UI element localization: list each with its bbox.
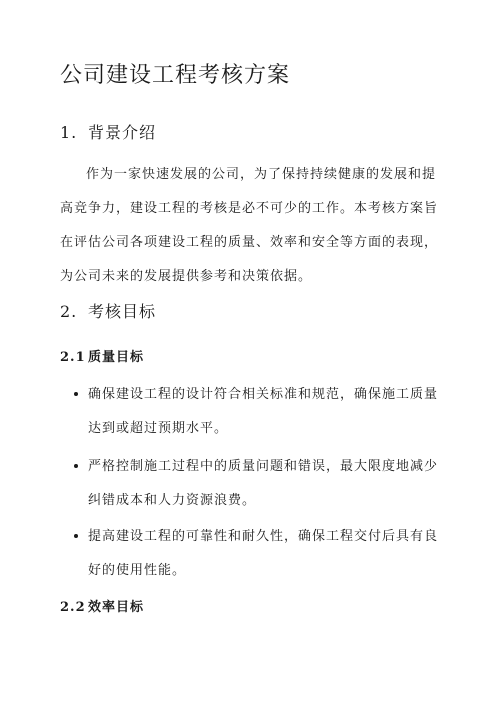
subsection-title: 效率目标 xyxy=(88,600,145,615)
background-paragraph: 作为一家快速发展的公司，为了保持持续健康的发展和提高竞争力，建设工程的考核是必不可少的工作。本考核方案旨在评估公司各项建设工程的质量、效率和安全等方面的表现，为公司未来的发展提供参考和决策依据。 xyxy=(60,167,439,284)
bullet-icon xyxy=(74,464,78,468)
bullet-icon xyxy=(74,392,78,396)
subsection-heading-efficiency xyxy=(60,596,144,615)
document-title: 公司建设工程考核方案 xyxy=(60,63,291,88)
subsection-number: 2.1 xyxy=(60,350,86,365)
list-item xyxy=(74,450,448,518)
subsection-title: 质量目标 xyxy=(88,350,145,365)
list-item-text: 提高建设工程的可靠性和耐久性，确保工程交付后具有良好的使用性能。 xyxy=(88,529,439,578)
section-heading-background xyxy=(60,120,156,143)
section-number: 1. xyxy=(60,123,78,142)
section-title: 考核目标 xyxy=(88,302,157,321)
list-item-text: 严格控制施工过程中的质量问题和错误，最大限度地减少纠错成本和人力资源浪费。 xyxy=(88,459,439,508)
list-item xyxy=(74,378,448,446)
section-number: 2. xyxy=(60,302,78,321)
list-item xyxy=(74,520,448,588)
list-item-text: 确保建设工程的设计符合相关标准和规范，确保施工质量达到或超过预期水平。 xyxy=(88,387,439,436)
section-title: 背景介绍 xyxy=(88,123,157,142)
bullet-icon xyxy=(74,534,78,538)
subsection-number: 2.2 xyxy=(60,600,86,615)
subsection-heading-quality xyxy=(60,346,144,365)
section-heading-goals xyxy=(60,299,156,322)
